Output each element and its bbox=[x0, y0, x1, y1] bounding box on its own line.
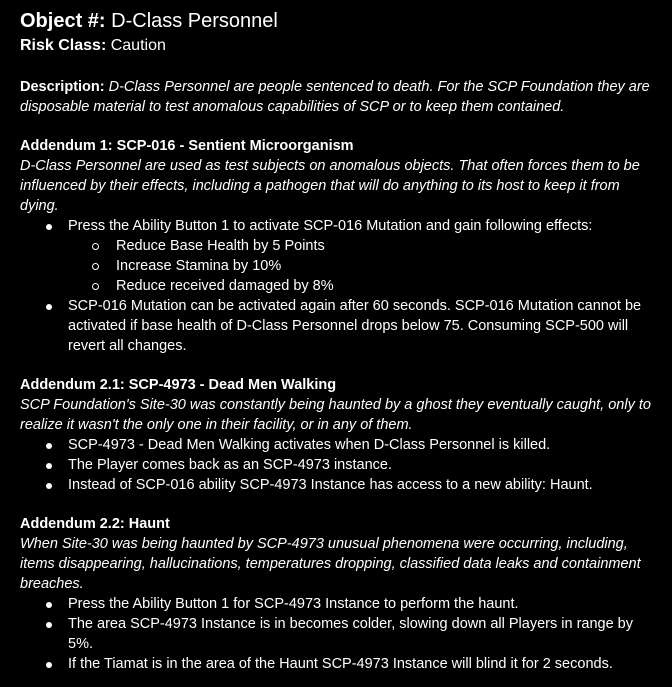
addendum-2-2-intro: When Site-30 was being haunted by SCP-4973 unusual phenomena were occurring, including, items disappearing, hallucinations, temperatures dropping, classified data leaks and containment breaches. bbox=[20, 536, 641, 592]
list-item-text: Press the Ability Button 1 to activate SCP-016 Mutation and gain following effects: bbox=[68, 218, 593, 234]
addendum-2-1-intro: SCP Foundation's Site-30 was constantly being haunted by a ghost they eventually caught, only to realize it wasn't the only one in their facility, or in any of them. bbox=[20, 397, 651, 433]
addendum-1-intro: D-Class Personnel are used as test subjects on anomalous objects. That often forces them to be influenced by their effects, including a pathogen that will do anything to its host to keep it from dying. bbox=[20, 158, 640, 214]
list-item-text: If the Tiamat is in the area of the Haunt SCP-4973 Instance will blind it for 2 seconds. bbox=[68, 656, 613, 672]
description bbox=[20, 77, 656, 117]
list-item bbox=[20, 614, 656, 654]
sub-list-item bbox=[68, 256, 656, 276]
bullet-icon bbox=[46, 662, 52, 668]
risk-label: Risk Class: bbox=[20, 37, 107, 54]
list-item bbox=[20, 216, 656, 296]
object-title bbox=[20, 8, 656, 35]
object-label: Object #: bbox=[20, 10, 106, 32]
sub-list-item-text: Reduce Base Health by 5 Points bbox=[116, 238, 325, 254]
circle-bullet-icon bbox=[92, 243, 99, 250]
description-label: Description: bbox=[20, 79, 105, 95]
addendum-1-list bbox=[20, 216, 656, 356]
bullet-icon bbox=[46, 304, 52, 310]
risk-class bbox=[20, 35, 656, 57]
list-item-text: SCP-4973 - Dead Men Walking activates when D-Class Personnel is killed. bbox=[68, 437, 551, 453]
addendum-2-2-list bbox=[20, 594, 656, 674]
addendum-2-1 bbox=[20, 375, 656, 495]
addendum-1 bbox=[20, 136, 656, 356]
sub-list-item-text: Increase Stamina by 10% bbox=[116, 258, 282, 274]
sub-list-item-text: Reduce received damaged by 8% bbox=[116, 278, 334, 294]
list-item-text: Press the Ability Button 1 for SCP-4973 Instance to perform the haunt. bbox=[68, 596, 519, 612]
risk-value: Caution bbox=[110, 37, 166, 54]
list-item bbox=[20, 435, 656, 455]
list-item bbox=[20, 475, 656, 495]
bullet-icon bbox=[46, 602, 52, 608]
addendum-2-2 bbox=[20, 514, 656, 674]
list-item bbox=[20, 594, 656, 614]
description-text: D-Class Personnel are people sentenced to death. For the SCP Foundation they are disposable material to test anomalous capabilities of SCP or to keep them contained. bbox=[20, 79, 650, 115]
bullet-icon bbox=[46, 224, 52, 230]
list-item-text: Instead of SCP-016 ability SCP-4973 Instance has access to a new ability: Haunt. bbox=[68, 477, 593, 493]
addendum-2-1-title: Addendum 2.1: SCP-4973 - Dead Men Walking bbox=[20, 377, 337, 393]
list-item-text: The Player comes back as an SCP-4973 instance. bbox=[68, 457, 392, 473]
addendum-2-1-list bbox=[20, 435, 656, 495]
circle-bullet-icon bbox=[92, 283, 99, 290]
bullet-icon bbox=[46, 443, 52, 449]
object-value: D-Class Personnel bbox=[111, 10, 278, 32]
list-item-text: The area SCP-4973 Instance is in becomes colder, slowing down all Players in range by 5%. bbox=[68, 616, 633, 652]
list-item bbox=[20, 654, 656, 674]
list-item bbox=[20, 455, 656, 475]
sub-list-item bbox=[68, 236, 656, 256]
list-item-text: SCP-016 Mutation can be activated again after 60 seconds. SCP-016 Mutation cannot be activated if base health of D-Class Personnel drops below 75. Consuming SCP-500 will revert all changes. bbox=[68, 298, 642, 354]
bullet-icon bbox=[46, 463, 52, 469]
circle-bullet-icon bbox=[92, 263, 99, 270]
list-item bbox=[20, 296, 656, 356]
sub-list-item bbox=[68, 276, 656, 296]
addendum-2-2-title: Addendum 2.2: Haunt bbox=[20, 516, 170, 532]
bullet-icon bbox=[46, 483, 52, 489]
addendum-1-title: Addendum 1: SCP-016 - Sentient Microorganism bbox=[20, 138, 354, 154]
bullet-icon bbox=[46, 622, 52, 628]
addendum-1-sublist bbox=[68, 236, 656, 296]
